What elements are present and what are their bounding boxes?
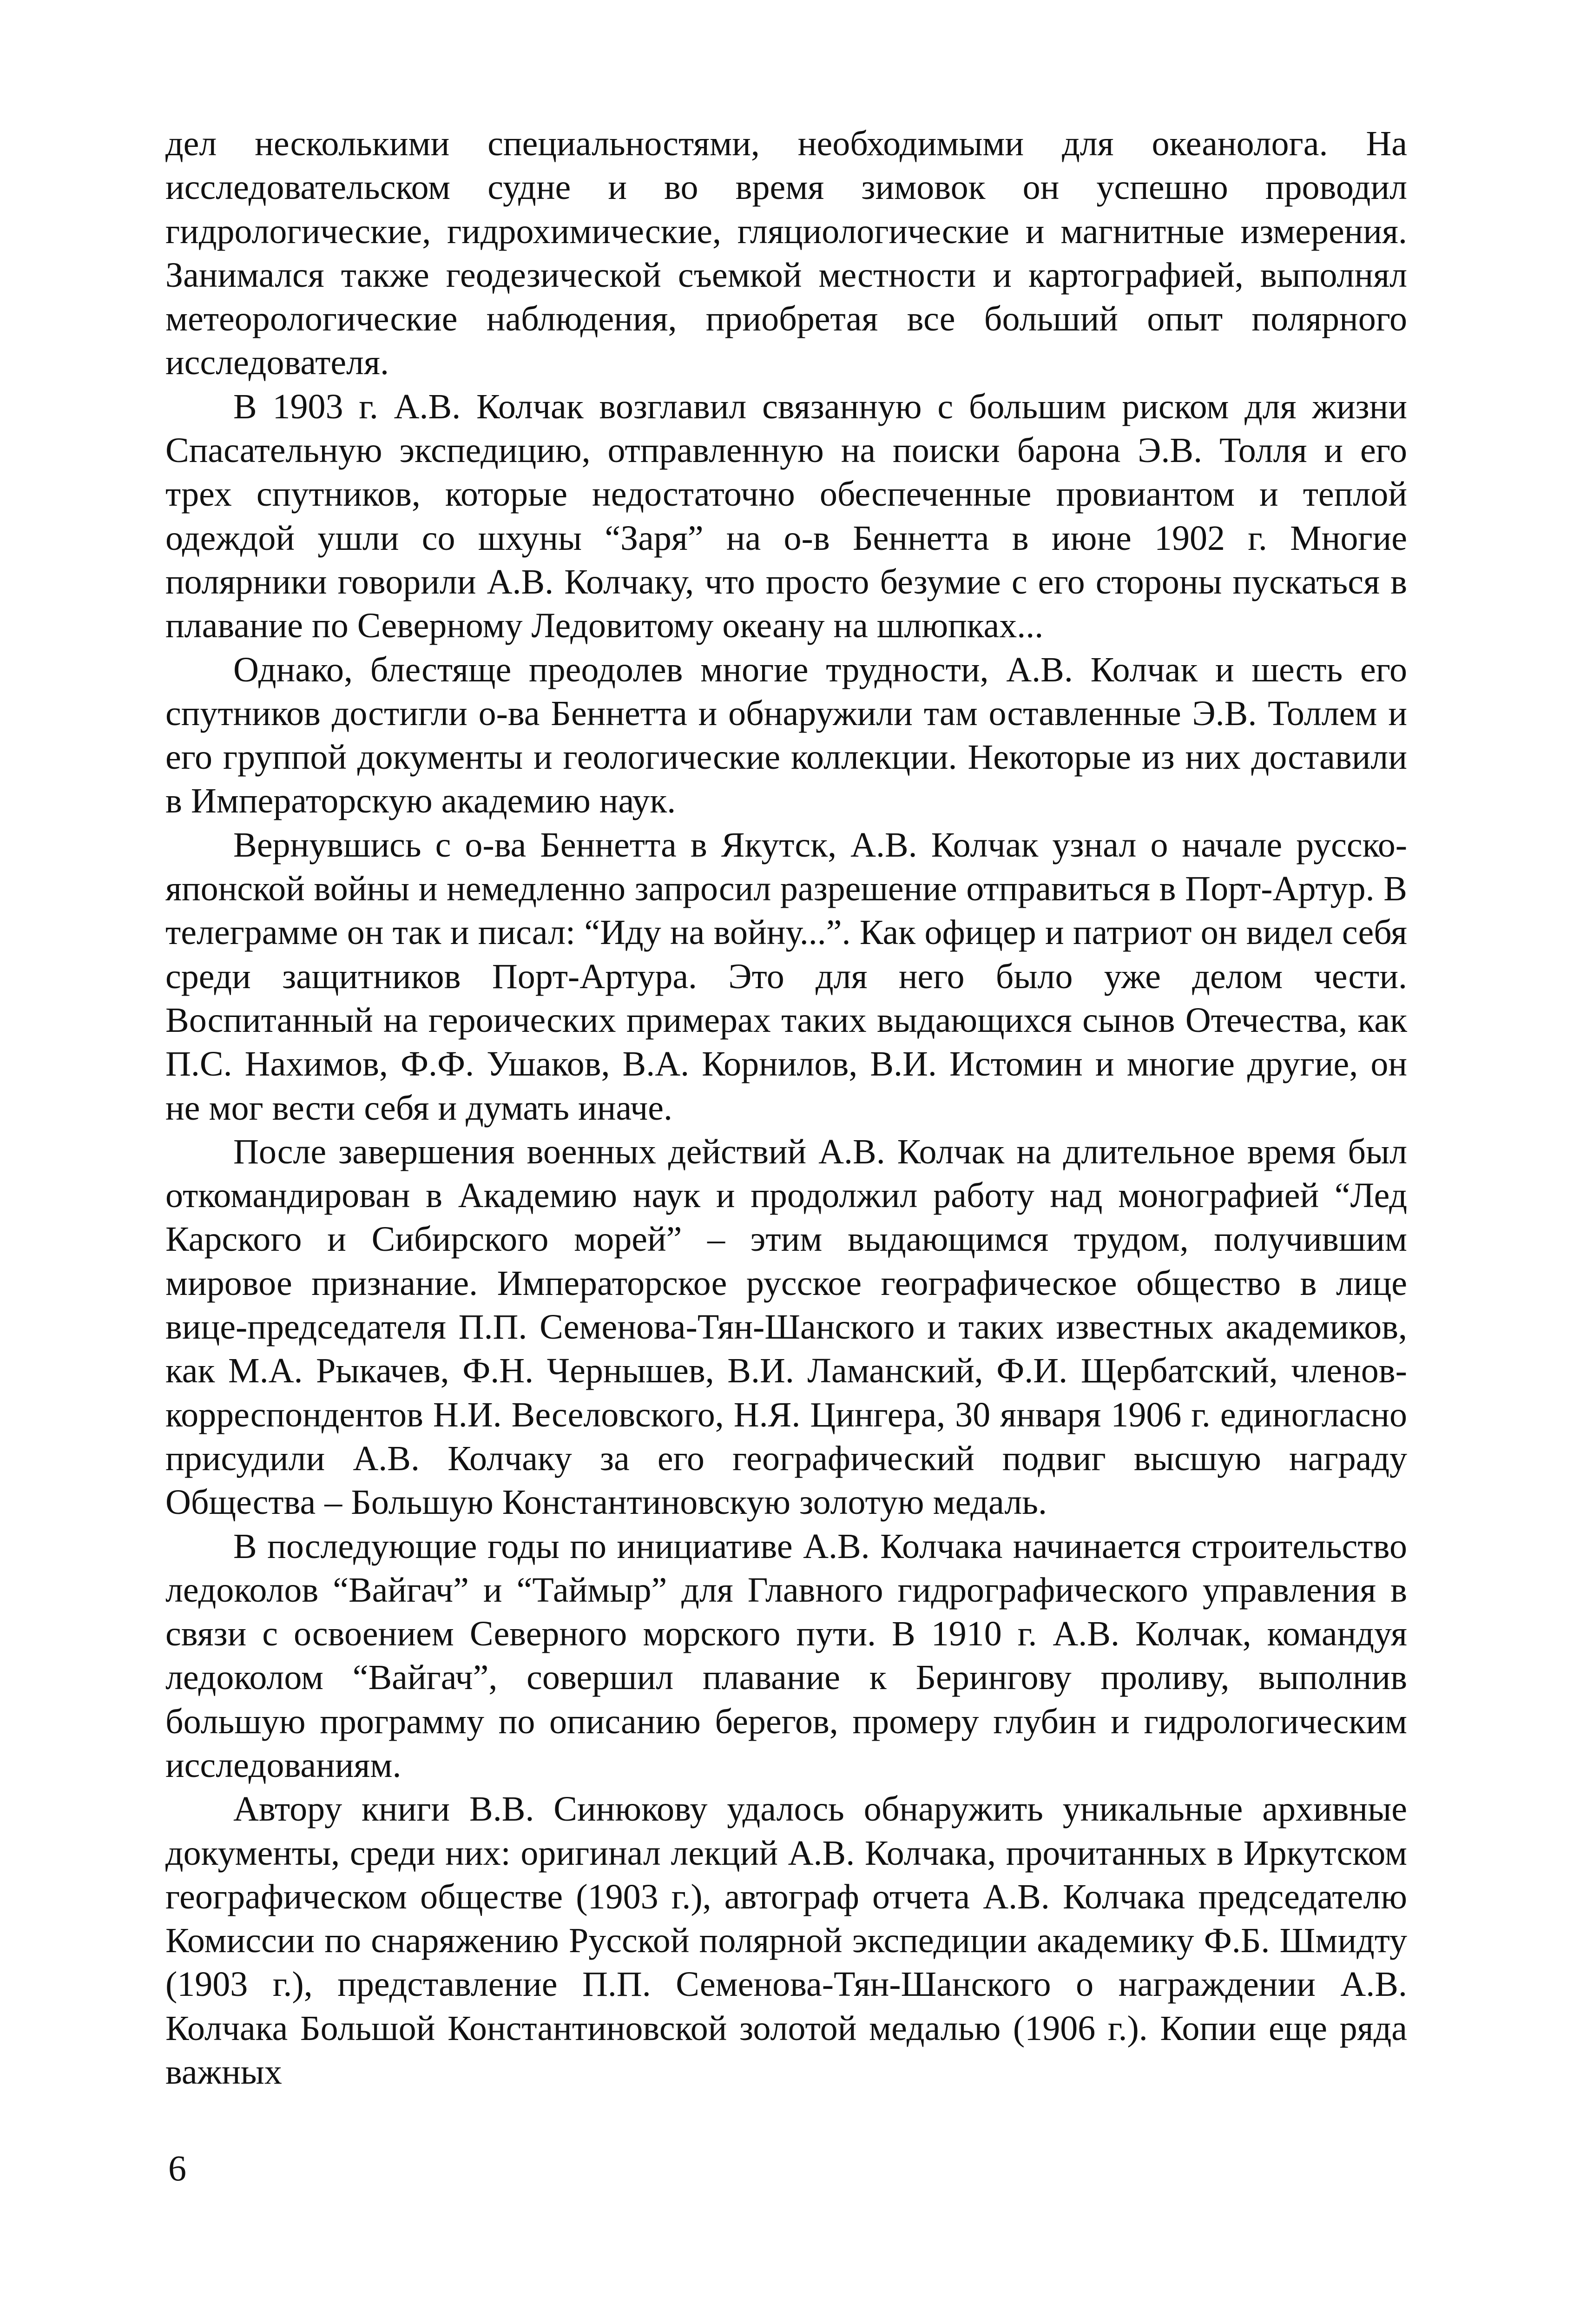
paragraph: Автору книги В.В. Синюкову удалось обнаружить уникальные архивные документы, среди них: оригинал лекций А.В. Колчака, прочитанных в Иркутском географическом обществе (1903 г.), автограф отчета А.В. Колчака председателю Комиссии по снаряжению Русской полярной экспедиции академику Ф.Б. Шмидту (1903 г.), представление П.П. Семенова-Тян-Шанского о награждении А.В. Колчака Большой Константиновской золотой медалью (1906 г.). Копии еще ряда важных (165, 1789, 1407, 2092)
paragraph: Однако, блестяще преодолев многие трудности, А.В. Колчак и шесть его спутников достигли о-ва Беннетта и обнаружили там оставленные Э.В. Толлем и его группой документы и геологические коллекции. Некоторые из них доставили в Императорскую академию наук. (165, 650, 1407, 821)
paragraph: дел несколькими специальностями, необходимыми для океанолога. На исследовательском судне и во время зимовок он успешно проводил гидрологические, гидрохимические, гляциологические и магнитные измерения. Занимался также геодезической съемкой местности и картографией, выполнял метеорологические наблюдения, приобретая все больший опыт полярного исследователя. (165, 124, 1407, 383)
paragraph: После завершения военных действий А.В. Колчак на длительное время был откомандирован в Академию наук и продолжил работу над монографией “Лед Карского и Сибирского морей” – этим выдающимся трудом, получившим мировое признание. Императорское русское географическое общество в лице вице-председателя П.П. Семенова-Тян-Шанского и таких известных академиков, как М.А. Рыкачев, Ф.Н. Чернышев, В.И. Ламанский, Ф.И. Щербатский, членов-корреспондентов Н.И. Веселовского, Н.Я. Цингера, 30 января 1906 г. единогласно присудили А.В. Колчаку за его географический подвиг высшую награду Общества – Большую Константиновскую золотую медаль. (165, 1132, 1407, 1522)
paragraph: Вернувшись с о-ва Беннетта в Якутск, А.В. Колчак узнал о начале русско-японской войны и немедленно запросил разрешение отправиться в Порт-Артур. В телеграмме он так и писал: “Иду на войну...”. Как офицер и патриот он видел себя среди защитников Порт-Артура. Это для него было уже делом чести. Воспитанный на героических примерах таких выдающихся сынов Отечества, как П.С. Нахимов, Ф.Ф. Ушаков, В.А. Корнилов, В.И. Истомин и многие другие, он не мог вести себя и думать иначе. (165, 825, 1407, 1128)
paragraph: В последующие годы по инициативе А.В. Колчака начинается строительство ледоколов “Вайгач” и “Таймыр” для Главного гидрографического управления в связи с освоением Северного морского пути. В 1910 г. А.В. Колчак, командуя ледоколом “Вайгач”, совершил плавание к Берингову проливу, выполнив большую программу по описанию берегов, промеру глубин и гидрологическим исследованиям. (165, 1526, 1407, 1785)
paragraph: В 1903 г. А.В. Колчак возглавил связанную с большим риском для жизни Спасательную экспедицию, отправленную на поиски барона Э.В. Толля и его трех спутников, которые недостаточно обеспеченные провиантом и теплой одеждой ушли со шхуны “Заря” на о-в Беннетта в июне 1902 г. Многие полярники говорили А.В. Колчаку, что просто безумие с его стороны пускаться в плавание по Северному Ледовитому океану на шлюпках... (165, 387, 1407, 646)
page-number: 6 (168, 2148, 186, 2188)
body-text (165, 122, 1407, 2094)
